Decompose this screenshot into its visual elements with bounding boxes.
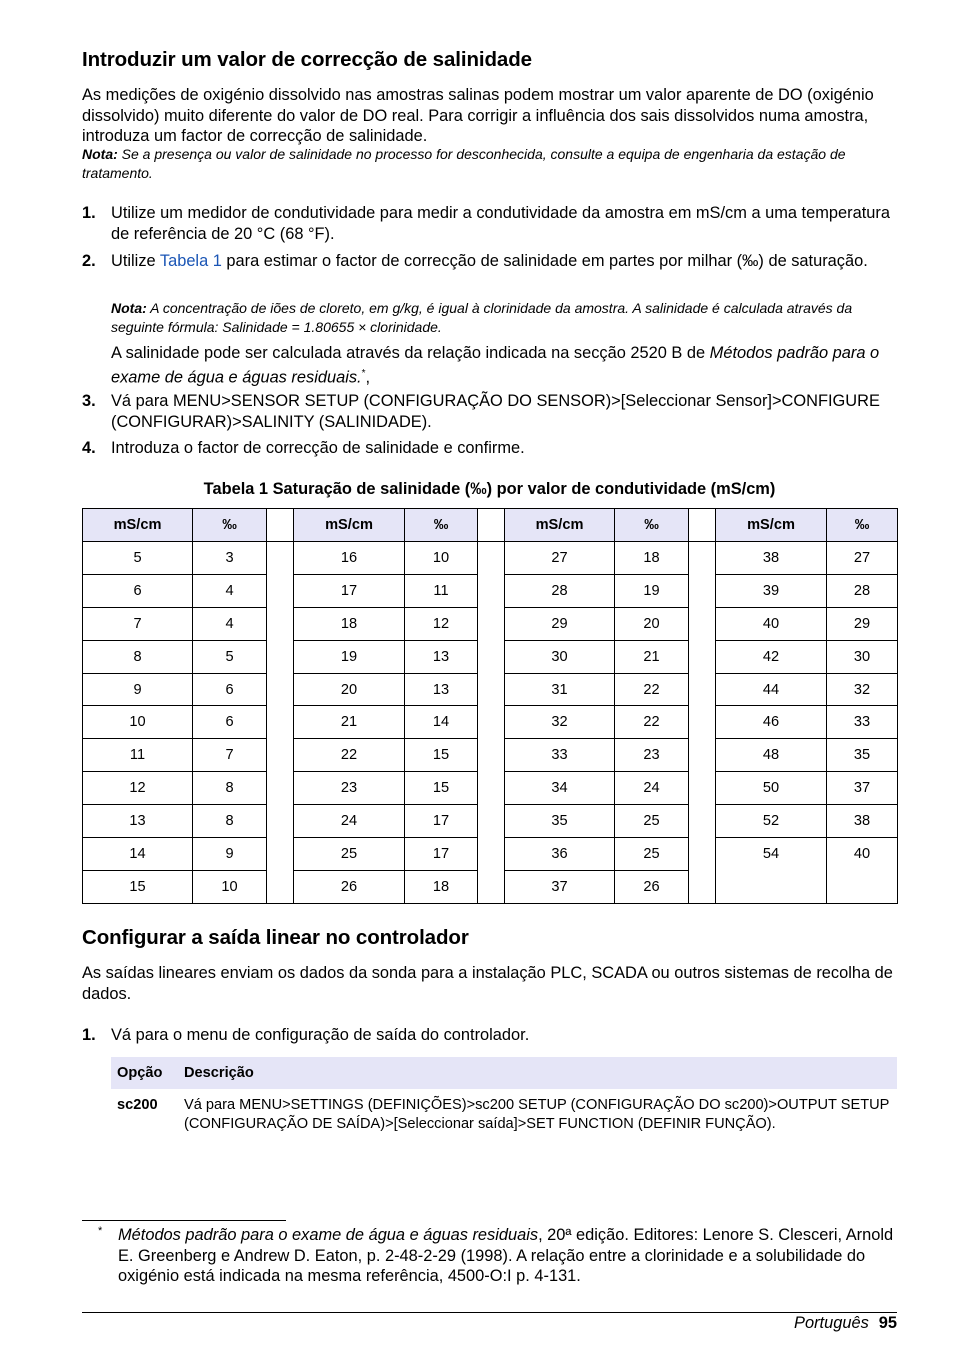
cell-conductivity: 40: [716, 607, 827, 640]
column-gap: [478, 772, 505, 805]
cell-salinity: 15: [405, 739, 478, 772]
cell-conductivity: 16: [294, 542, 405, 575]
table-row: [83, 607, 898, 640]
cell-conductivity: 48: [716, 739, 827, 772]
cell-conductivity: 14: [83, 838, 193, 871]
cell-salinity: 27: [827, 542, 898, 575]
options-table: [111, 1057, 897, 1140]
cell-conductivity: 19: [294, 640, 405, 673]
cell-salinity: 22: [615, 673, 689, 706]
note-text: A concentração de iões de cloreto, em g/kg, é igual à clorinidade da amostra. A salinidade é calculada através da seguinte fórmula: Salinidade = 1.80655 × clorinidade.: [111, 300, 853, 335]
salinity-table: [82, 508, 898, 904]
table-row: [83, 673, 898, 706]
cell-salinity: 10: [193, 870, 267, 903]
cell-conductivity: 27: [505, 542, 615, 575]
table-row: [83, 739, 898, 772]
cell-conductivity: 6: [83, 574, 193, 607]
cell-salinity: 18: [405, 870, 478, 903]
cell-conductivity: 12: [83, 772, 193, 805]
extra-italic-ref: Métodos padrão para o exame de água e águas residuais.: [111, 344, 880, 386]
cell-conductivity: 8: [83, 640, 193, 673]
step-2-note: [111, 299, 897, 336]
cell-salinity: 12: [405, 607, 478, 640]
cell-salinity: 11: [405, 574, 478, 607]
cell-salinity: 26: [615, 870, 689, 903]
column-gap: [267, 838, 294, 871]
cell-conductivity: 9: [83, 673, 193, 706]
step-number: 2.: [82, 252, 96, 270]
column-gap: [267, 706, 294, 739]
column-gap: [689, 509, 716, 542]
footer-language: Português: [794, 1314, 869, 1332]
cell-conductivity: 38: [716, 542, 827, 575]
extra-pre: A salinidade pode ser calculada através da relação indicada na secção 2520 B de: [111, 344, 710, 362]
column-gap: [478, 542, 505, 575]
col-header: mS/cm: [716, 509, 827, 542]
cell-salinity: 3: [193, 542, 267, 575]
cell-conductivity: 31: [505, 673, 615, 706]
cell-salinity: 38: [827, 805, 898, 838]
cell-conductivity: 54: [716, 838, 827, 871]
cell-salinity: 21: [615, 640, 689, 673]
footnote-mark: *: [98, 1225, 103, 1237]
cell-salinity: 37: [827, 772, 898, 805]
col-header: mS/cm: [83, 509, 193, 542]
step-number: 4.: [82, 439, 96, 457]
cell-salinity: 5: [193, 640, 267, 673]
salinity-intro: As medições de oxigénio dissolvido nas amostras salinas podem mostrar um valor aparente de DO (oxigénio dissolvido) muito diferente do valor de DO real. Para corrigir a influência dos sais dissolvidos numa amostra, introduza um factor de correcção de salinidade.: [82, 86, 874, 145]
table-header-row: [83, 509, 898, 542]
step-text: Vá para MENU>SENSOR SETUP (CONFIGURAÇÃO DO SENSOR)>[Seleccionar Sensor]>CONFIGURE (CONFIGURAR)>SALINITY (SALINIDADE).: [111, 392, 880, 431]
footer-divider: [82, 1312, 897, 1313]
column-gap: [689, 772, 716, 805]
section-heading-salinity: Introduzir um valor de correcção de salinidade: [82, 48, 532, 71]
column-gap: [478, 706, 505, 739]
cell-salinity: 30: [827, 640, 898, 673]
cell-conductivity: 35: [505, 805, 615, 838]
cell-salinity: 24: [615, 772, 689, 805]
column-gap: [478, 739, 505, 772]
cell-salinity: [827, 870, 898, 903]
table-row: [83, 542, 898, 575]
cell-conductivity: 37: [505, 870, 615, 903]
cell-salinity: 19: [615, 574, 689, 607]
table-1-link[interactable]: Tabela 1: [159, 252, 222, 270]
cell-conductivity: 25: [294, 838, 405, 871]
cell-salinity: 33: [827, 706, 898, 739]
cell-salinity: 35: [827, 739, 898, 772]
column-gap: [267, 574, 294, 607]
cell-conductivity: 50: [716, 772, 827, 805]
table-row: [83, 640, 898, 673]
col-header: ‰: [193, 509, 267, 542]
column-gap: [689, 838, 716, 871]
cell-conductivity: 36: [505, 838, 615, 871]
step-text-post: para estimar o factor de correcção de salinidade em partes por milhar (‰) de saturação.: [221, 252, 868, 270]
page-footer: [794, 1312, 897, 1333]
option-name: sc200: [117, 1097, 158, 1113]
column-gap: [267, 772, 294, 805]
column-gap: [478, 838, 505, 871]
table-row: [83, 870, 898, 903]
cell-conductivity: 52: [716, 805, 827, 838]
step-number: 1.: [82, 204, 96, 222]
cell-salinity: 7: [193, 739, 267, 772]
cell-salinity: 17: [405, 805, 478, 838]
cell-conductivity: 39: [716, 574, 827, 607]
cell-conductivity: 21: [294, 706, 405, 739]
cell-salinity: 15: [405, 772, 478, 805]
footnote-ref-title: Métodos padrão para o exame de água e águas residuais: [118, 1226, 539, 1244]
cell-salinity: 32: [827, 673, 898, 706]
cell-conductivity: 10: [83, 706, 193, 739]
cell-salinity: 9: [193, 838, 267, 871]
cell-salinity: 6: [193, 706, 267, 739]
section-heading-linear-output: Configurar a saída linear no controlador: [82, 926, 469, 949]
cell-conductivity: 46: [716, 706, 827, 739]
cell-salinity: 29: [827, 607, 898, 640]
cell-conductivity: 20: [294, 673, 405, 706]
step-text: Introduza o factor de correcção de salinidade e confirme.: [111, 439, 525, 457]
column-gap: [689, 739, 716, 772]
cell-conductivity: 29: [505, 607, 615, 640]
table-row: [83, 805, 898, 838]
table-caption: Tabela 1 Saturação de salinidade (‰) por valor de condutividade (mS/cm): [203, 480, 776, 498]
cell-conductivity: 42: [716, 640, 827, 673]
column-gap: [478, 640, 505, 673]
cell-conductivity: 15: [83, 870, 193, 903]
column-gap: [267, 673, 294, 706]
cell-salinity: 8: [193, 772, 267, 805]
note-label: Nota:: [111, 300, 147, 316]
cell-conductivity: [716, 870, 827, 903]
linear-output-intro: As saídas lineares enviam os dados da sonda para a instalação PLC, SCADA ou outros sistemas de recolha de dados.: [82, 964, 893, 1003]
cell-conductivity: 18: [294, 607, 405, 640]
column-gap: [478, 607, 505, 640]
footnote-divider: [82, 1220, 286, 1221]
page-number: 95: [878, 1314, 897, 1332]
cell-salinity: 10: [405, 542, 478, 575]
column-gap: [478, 870, 505, 903]
cell-salinity: 25: [615, 805, 689, 838]
step-2-extra-text: [111, 343, 897, 387]
col-header: mS/cm: [294, 509, 405, 542]
col-header-option: Opção: [111, 1057, 178, 1089]
step-text-pre: Utilize: [111, 252, 160, 270]
cell-conductivity: 22: [294, 739, 405, 772]
column-gap: [267, 805, 294, 838]
column-gap: [689, 542, 716, 575]
step-text: [111, 251, 897, 272]
step-number: 3.: [82, 392, 96, 410]
cell-salinity: 23: [615, 739, 689, 772]
column-gap: [689, 805, 716, 838]
salinity-note: [82, 145, 897, 182]
cell-salinity: 14: [405, 706, 478, 739]
cell-conductivity: 7: [83, 607, 193, 640]
column-gap: [689, 706, 716, 739]
cell-conductivity: 28: [505, 574, 615, 607]
cell-conductivity: 30: [505, 640, 615, 673]
column-gap: [689, 673, 716, 706]
cell-conductivity: 13: [83, 805, 193, 838]
cell-salinity: 13: [405, 640, 478, 673]
table-row: [111, 1089, 897, 1140]
cell-salinity: 22: [615, 706, 689, 739]
cell-salinity: 40: [827, 838, 898, 871]
cell-salinity: 6: [193, 673, 267, 706]
cell-conductivity: 23: [294, 772, 405, 805]
step-text: Vá para o menu de configuração de saída do controlador.: [111, 1026, 530, 1044]
options-header-row: [111, 1057, 897, 1089]
table-row: [83, 838, 898, 871]
column-gap: [689, 640, 716, 673]
cell-salinity: 13: [405, 673, 478, 706]
column-gap: [478, 673, 505, 706]
cell-conductivity: 33: [505, 739, 615, 772]
cell-salinity: 8: [193, 805, 267, 838]
table-row: [83, 772, 898, 805]
col-header: ‰: [405, 509, 478, 542]
column-gap: [267, 640, 294, 673]
column-gap: [689, 607, 716, 640]
col-header: ‰: [615, 509, 689, 542]
cell-conductivity: 24: [294, 805, 405, 838]
column-gap: [478, 509, 505, 542]
cell-conductivity: 44: [716, 673, 827, 706]
column-gap: [689, 870, 716, 903]
cell-conductivity: 11: [83, 739, 193, 772]
cell-conductivity: 32: [505, 706, 615, 739]
cell-salinity: 28: [827, 574, 898, 607]
option-description: Vá para MENU>SETTINGS (DEFINIÇÕES)>sc200 SETUP (CONFIGURAÇÃO DO sc200)>OUTPUT SETUP (CONFIGURAÇÃO DE SAÍDA)>[Seleccionar saída]>SET FUNCTION (DEFINIR FUNÇÃO).: [184, 1097, 890, 1132]
note-text: Se a presença ou valor de salinidade no processo for desconhecida, consulte a equipa de engenharia da estação de tratamento.: [82, 146, 846, 181]
column-gap: [478, 574, 505, 607]
note-label: Nota:: [82, 146, 118, 162]
cell-conductivity: 5: [83, 542, 193, 575]
column-gap: [267, 607, 294, 640]
cell-conductivity: 34: [505, 772, 615, 805]
cell-salinity: 17: [405, 838, 478, 871]
footnote-ref[interactable]: *: [361, 367, 366, 379]
step-number: 1.: [82, 1026, 96, 1044]
cell-conductivity: 17: [294, 574, 405, 607]
col-header: mS/cm: [505, 509, 615, 542]
cell-conductivity: 26: [294, 870, 405, 903]
col-header-description: Descrição: [178, 1057, 897, 1089]
column-gap: [478, 805, 505, 838]
column-gap: [267, 509, 294, 542]
column-gap: [689, 574, 716, 607]
footnote-body: , 20ª edição. Editores: Lenore S. Clesceri, Arnold E. Greenberg e Andrew D. Eaton, p. 2-48-2-29 (1998). A relação entre a clorinidade e a solubilidade do oxigénio está indicada na mesma referência, 4500-O:I p. 4-131.: [118, 1226, 894, 1285]
cell-salinity: 20: [615, 607, 689, 640]
footnote-text: [118, 1225, 897, 1287]
cell-salinity: 25: [615, 838, 689, 871]
cell-salinity: 4: [193, 607, 267, 640]
cell-salinity: 18: [615, 542, 689, 575]
column-gap: [267, 739, 294, 772]
col-header: ‰: [827, 509, 898, 542]
cell-salinity: 4: [193, 574, 267, 607]
table-row: [83, 706, 898, 739]
step-text: Utilize um medidor de condutividade para medir a condutividade da amostra em mS/cm a uma temperatura de referência de 20 °C (68 °F).: [111, 204, 890, 243]
extra-post: ,: [365, 367, 371, 386]
column-gap: [267, 870, 294, 903]
table-row: [83, 574, 898, 607]
column-gap: [267, 542, 294, 575]
